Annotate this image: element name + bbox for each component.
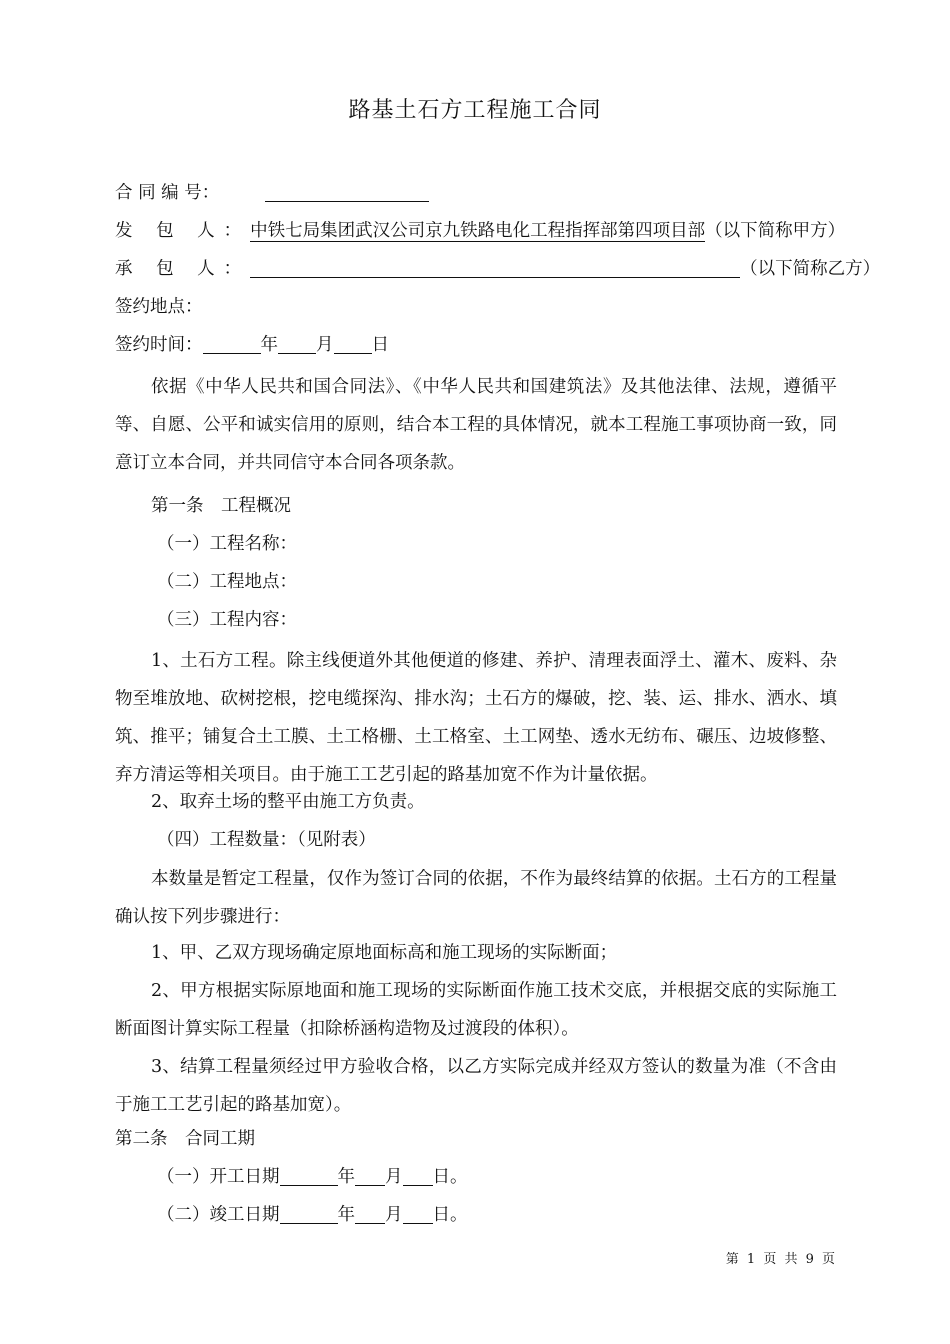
step-1: 1、甲、乙双方现场确定原地面标高和施工现场的实际断面； xyxy=(151,943,618,963)
employer-label: 发 包 人： xyxy=(115,221,251,241)
sign-place-line xyxy=(115,289,838,326)
article-2-title: 第二条 合同工期 xyxy=(115,1129,255,1149)
sign-time-line xyxy=(115,327,838,364)
start-month-blank xyxy=(355,1163,385,1186)
page-footer: 第 1 页 共 9 页 xyxy=(725,1252,837,1267)
article-1-title: 第一条 工程概况 xyxy=(151,496,291,516)
employer-name: 中铁七局集团武汉公司京九铁路电化工程指挥部第四项目部 xyxy=(250,221,706,241)
sign-year-label: 年 xyxy=(260,335,278,355)
contract-number-line xyxy=(115,175,838,212)
intro-paragraph: 依据《中华人民共和国合同法》、《中华人民共和国建筑法》及其他法律、法规，遵循平等、自愿、公平和诚实信用的原则，结合本工程的具体情况，就本工程施工事项协商一致，同意订立本合同，并共同信守本合同各项条款。 xyxy=(115,377,837,473)
item-project-quantity: （四）工程数量：（见附表） xyxy=(157,830,376,850)
sign-month-blank xyxy=(278,331,316,354)
quantity-paragraph: 本数量是暂定工程量，仅作为签订合同的依据，不作为最终结算的依据。土石方的工程量确认按下列步骤进行： xyxy=(115,869,837,927)
contractor-line xyxy=(115,251,881,288)
contractor-label: 承 包 人： xyxy=(115,259,251,279)
end-year-blank xyxy=(280,1201,338,1224)
sign-day-label: 日 xyxy=(371,335,389,355)
end-date-line: （二）竣工日期 年 月 日。 xyxy=(115,1197,838,1234)
contractor-suffix: （以下简称乙方） xyxy=(740,259,881,279)
item-project-location: （二）工程地点： xyxy=(157,572,297,592)
document-title: 路基土石方工程施工合同 xyxy=(348,98,602,123)
end-date-label: （二）竣工日期 xyxy=(157,1205,280,1225)
employer-line xyxy=(115,213,846,250)
step-2: 2、甲方根据实际原地面和施工现场的实际断面作施工技术交底，并根据交底的实际施工断面图计算实际工程量（扣除桥涵构造物及过渡段的体积）。 xyxy=(115,981,837,1039)
contract-number-label: 合 同 编 号： xyxy=(115,183,220,203)
sign-place-label: 签约地点： xyxy=(115,297,203,317)
contractor-blank xyxy=(250,255,740,278)
start-date-line: （一）开工日期 年 月 日。 xyxy=(115,1159,838,1196)
sign-day-blank xyxy=(334,331,372,354)
step-3: 3、结算工程量须经过甲方验收合格，以乙方实际完成并经双方签认的数量为准（不含由于施工工艺引起的路基加宽）。 xyxy=(115,1057,837,1115)
employer-suffix: （以下简称甲方） xyxy=(705,221,846,241)
end-day-blank xyxy=(403,1201,433,1224)
contract-number-blank xyxy=(265,179,429,202)
item-project-name: （一）工程名称： xyxy=(157,534,297,554)
content-paragraph-2: 2、取弃土场的整平由施工方负责。 xyxy=(151,792,425,812)
content-paragraph-1: 1、土石方工程。除主线便道外其他便道的修建、养护、清理表面浮土、灌木、废料、杂物至堆放地、砍树挖根，挖电缆探沟、排水沟；土石方的爆破，挖、装、运、排水、洒水、填筑、推平；铺复合土工膜、土工格栅、土工格室、土工网垫、透水无纺布、碾压、边坡修整、弃方清运等相关项目。由于施工工艺引起的路基加宽不作为计量依据。 xyxy=(115,651,837,785)
sign-time-label: 签约时间： xyxy=(115,335,203,355)
start-year-blank xyxy=(280,1163,338,1186)
start-date-label: （一）开工日期 xyxy=(157,1167,280,1187)
start-day-blank xyxy=(403,1163,433,1186)
sign-month-label: 月 xyxy=(316,335,334,355)
item-project-content: （三）工程内容： xyxy=(157,610,297,630)
sign-year-blank xyxy=(203,331,261,354)
end-month-blank xyxy=(355,1201,385,1224)
